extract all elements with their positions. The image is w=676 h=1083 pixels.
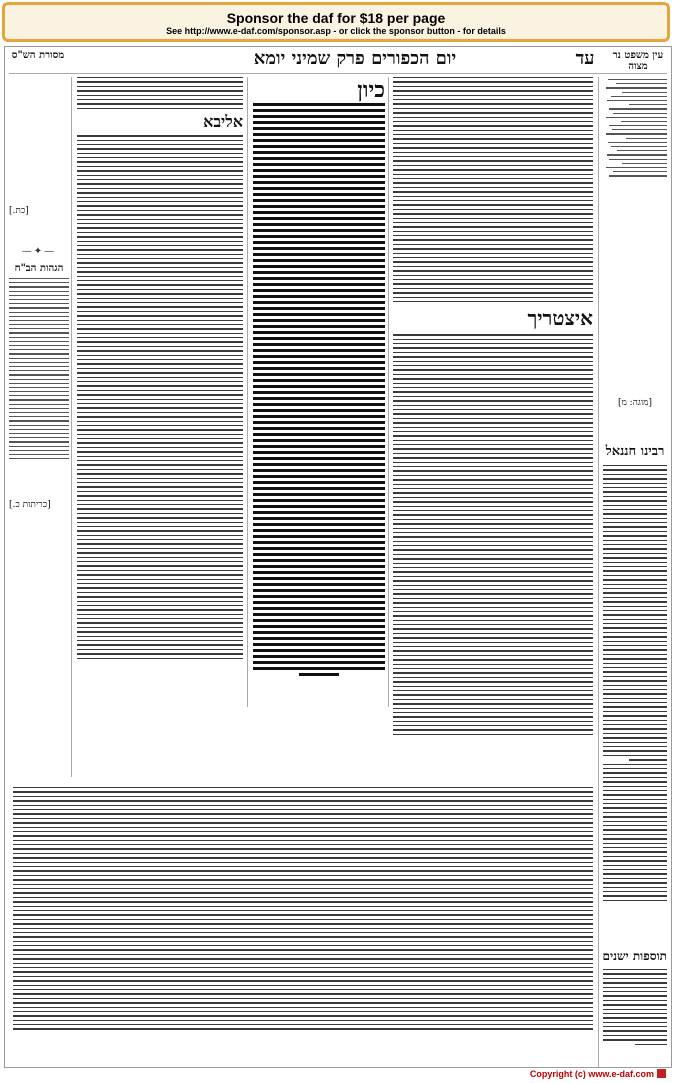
tosafot-yeshanim-heading: תוספות ישנים [603, 949, 667, 963]
gemara-opening-word: כיון [357, 77, 385, 103]
side-reference-2: [מוגה: מ] [617, 397, 653, 408]
tosafot-dibbur-hamatchil: איצטריך [527, 306, 593, 331]
side-reference-1: [כריתות כ.] [9, 500, 51, 511]
masoret-heading: מסורת הש"ס [11, 50, 65, 61]
tosafot-gemara-rule [388, 77, 389, 707]
separator-ornament-icon: —✦— [21, 246, 57, 257]
masoret-reference-1: [כת.] [9, 206, 29, 216]
chapter-heading: יום הכפורים פרק שמיני יומא [253, 48, 457, 69]
copyright-text[interactable]: Copyright (c) www.e-daf.com [529, 1069, 654, 1079]
tosafot-column [393, 77, 593, 777]
edaf-logo-icon [657, 1069, 666, 1078]
ein-mishpat-heading: עין משפט נר מצוה [612, 50, 664, 72]
haggahot-heading: הגהות הב"ח [14, 263, 64, 274]
header-rule [9, 73, 667, 74]
right-margin-rule [598, 77, 599, 1067]
sponsor-banner-title[interactable]: Sponsor the daf for $18 per page [226, 10, 446, 26]
copyright-footer[interactable] [530, 1069, 666, 1079]
gemara-rashi-rule [247, 77, 248, 707]
rabbeinu-chananel-column [603, 439, 667, 939]
sponsor-banner-subtitle[interactable]: See http://www.e-daf.com/sponsor.asp - or click the sponsor button - for details [166, 26, 506, 36]
rabbeinu-chananel-heading: רבינו חננאל [605, 444, 665, 459]
folio-number: עד [575, 48, 595, 69]
left-margin-rule [71, 77, 72, 777]
masoret-column [9, 77, 69, 777]
lower-commentary-block [13, 787, 593, 1065]
rashi-column [77, 77, 243, 777]
rashi-dibbur-hamatchil: אליבא [203, 112, 243, 132]
tosafot-yeshanim-column [603, 947, 667, 1065]
gemara-column [253, 77, 385, 697]
talmud-page [4, 46, 672, 1068]
ein-mishpat-column [603, 79, 667, 439]
sponsor-banner[interactable] [2, 2, 670, 42]
